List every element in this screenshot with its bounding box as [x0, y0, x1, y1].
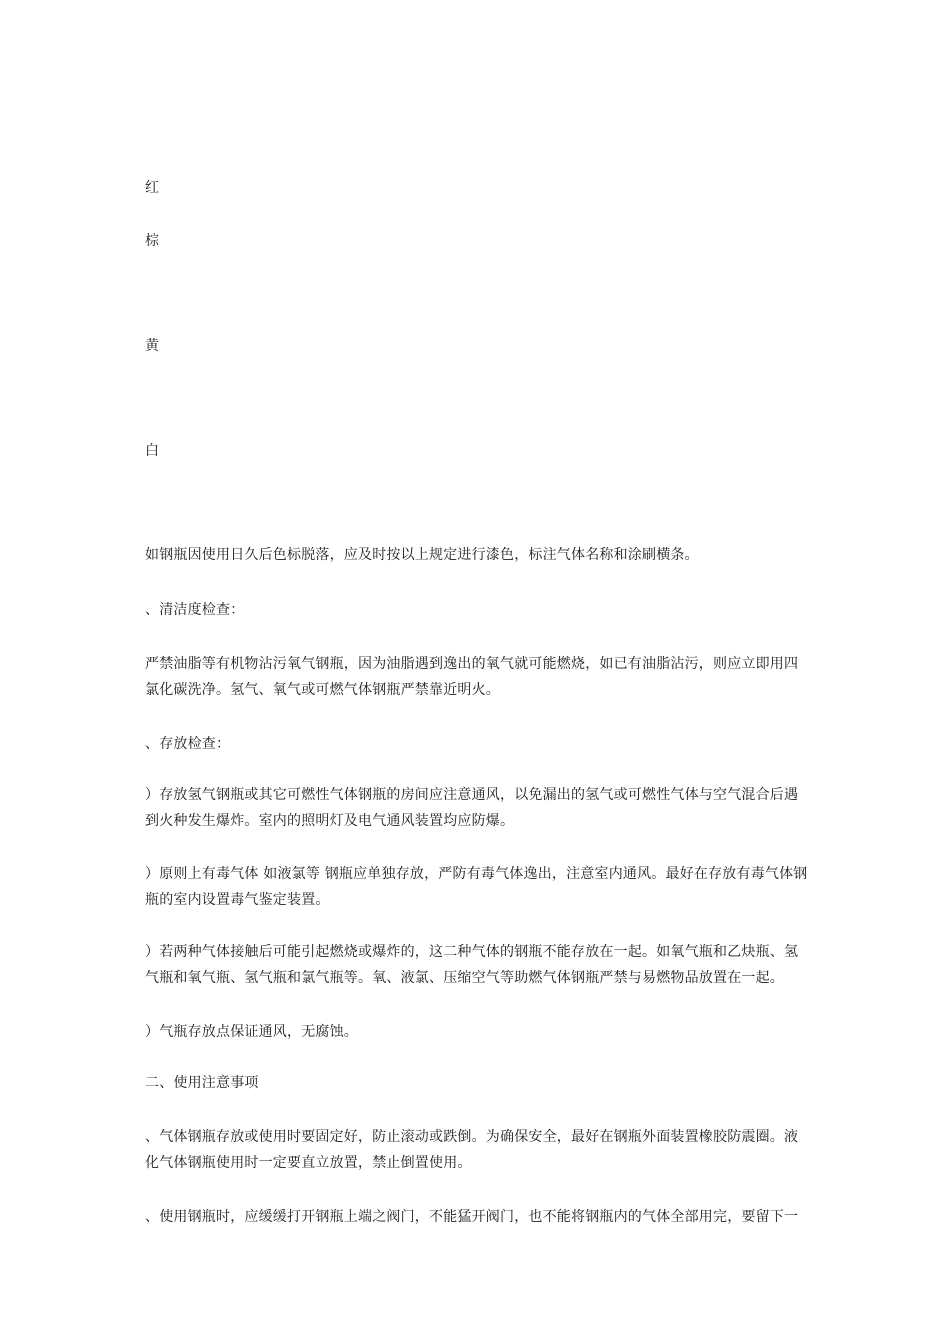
- paragraph-usage-1: 、气体钢瓶存放或使用时要固定好，防止滚动或跌倒。为确保安全，最好在钢瓶外面装置橡胶防震圈。液化气体钢瓶使用时一定要直立放置，禁止倒置使用。: [145, 1129, 799, 1171]
- paragraph-cleanliness: 严禁油脂等有机物沾污氧气钢瓶，因为油脂遇到逸出的氧气就可能燃烧，如已有油脂沾污，则应立即用四氯化碳洗净。氢气、氧气或可燃气体钢瓶严禁靠近明火。: [145, 656, 799, 698]
- section-heading-storage: 、存放检查：: [145, 736, 231, 752]
- color-label-yellow: 黄: [145, 338, 159, 354]
- color-label-brown: 棕: [145, 233, 159, 249]
- color-label-red: 红: [145, 180, 159, 196]
- paragraph-usage-2: 、使用钢瓶时，应缓缓打开钢瓶上端之阀门，不能猛开阀门，也不能将钢瓶内的气体全部用完，要留下一: [145, 1209, 799, 1225]
- section-heading-cleanliness: 、清洁度检查：: [145, 602, 245, 618]
- paragraph-storage-1: ）存放氢气钢瓶或其它可燃性气体钢瓶的房间应注意通风，以免漏出的氢气或可燃性气体与空气混合后遇到火种发生爆炸。室内的照明灯及电气通风装置均应防爆。: [145, 787, 799, 829]
- color-label-white: 白: [145, 443, 159, 459]
- paragraph-repaint-note: 如钢瓶因使用日久后色标脱落，应及时按以上规定进行漆色，标注气体名称和涂刷横条。: [145, 547, 699, 563]
- paragraph-storage-4: ）气瓶存放点保证通风，无腐蚀。: [145, 1024, 358, 1040]
- paragraph-storage-2: ）原则上有毒气体 如液氯等 钢瓶应单独存放，严防有毒气体逸出，注意室内通风。最好在存放有毒气体钢瓶的室内设置毒气鉴定装置。: [145, 866, 808, 908]
- paragraph-storage-3: ）若两种气体接触后可能引起燃烧或爆炸的，这二种气体的钢瓶不能存放在一起。如氧气瓶和乙炔瓶、氢气瓶和氧气瓶、氢气瓶和氯气瓶等。氧、液氯、压缩空气等助燃气体钢瓶严禁与易燃物品放置在一起。: [145, 944, 799, 986]
- section-heading-usage: 二、使用注意事项: [145, 1075, 259, 1091]
